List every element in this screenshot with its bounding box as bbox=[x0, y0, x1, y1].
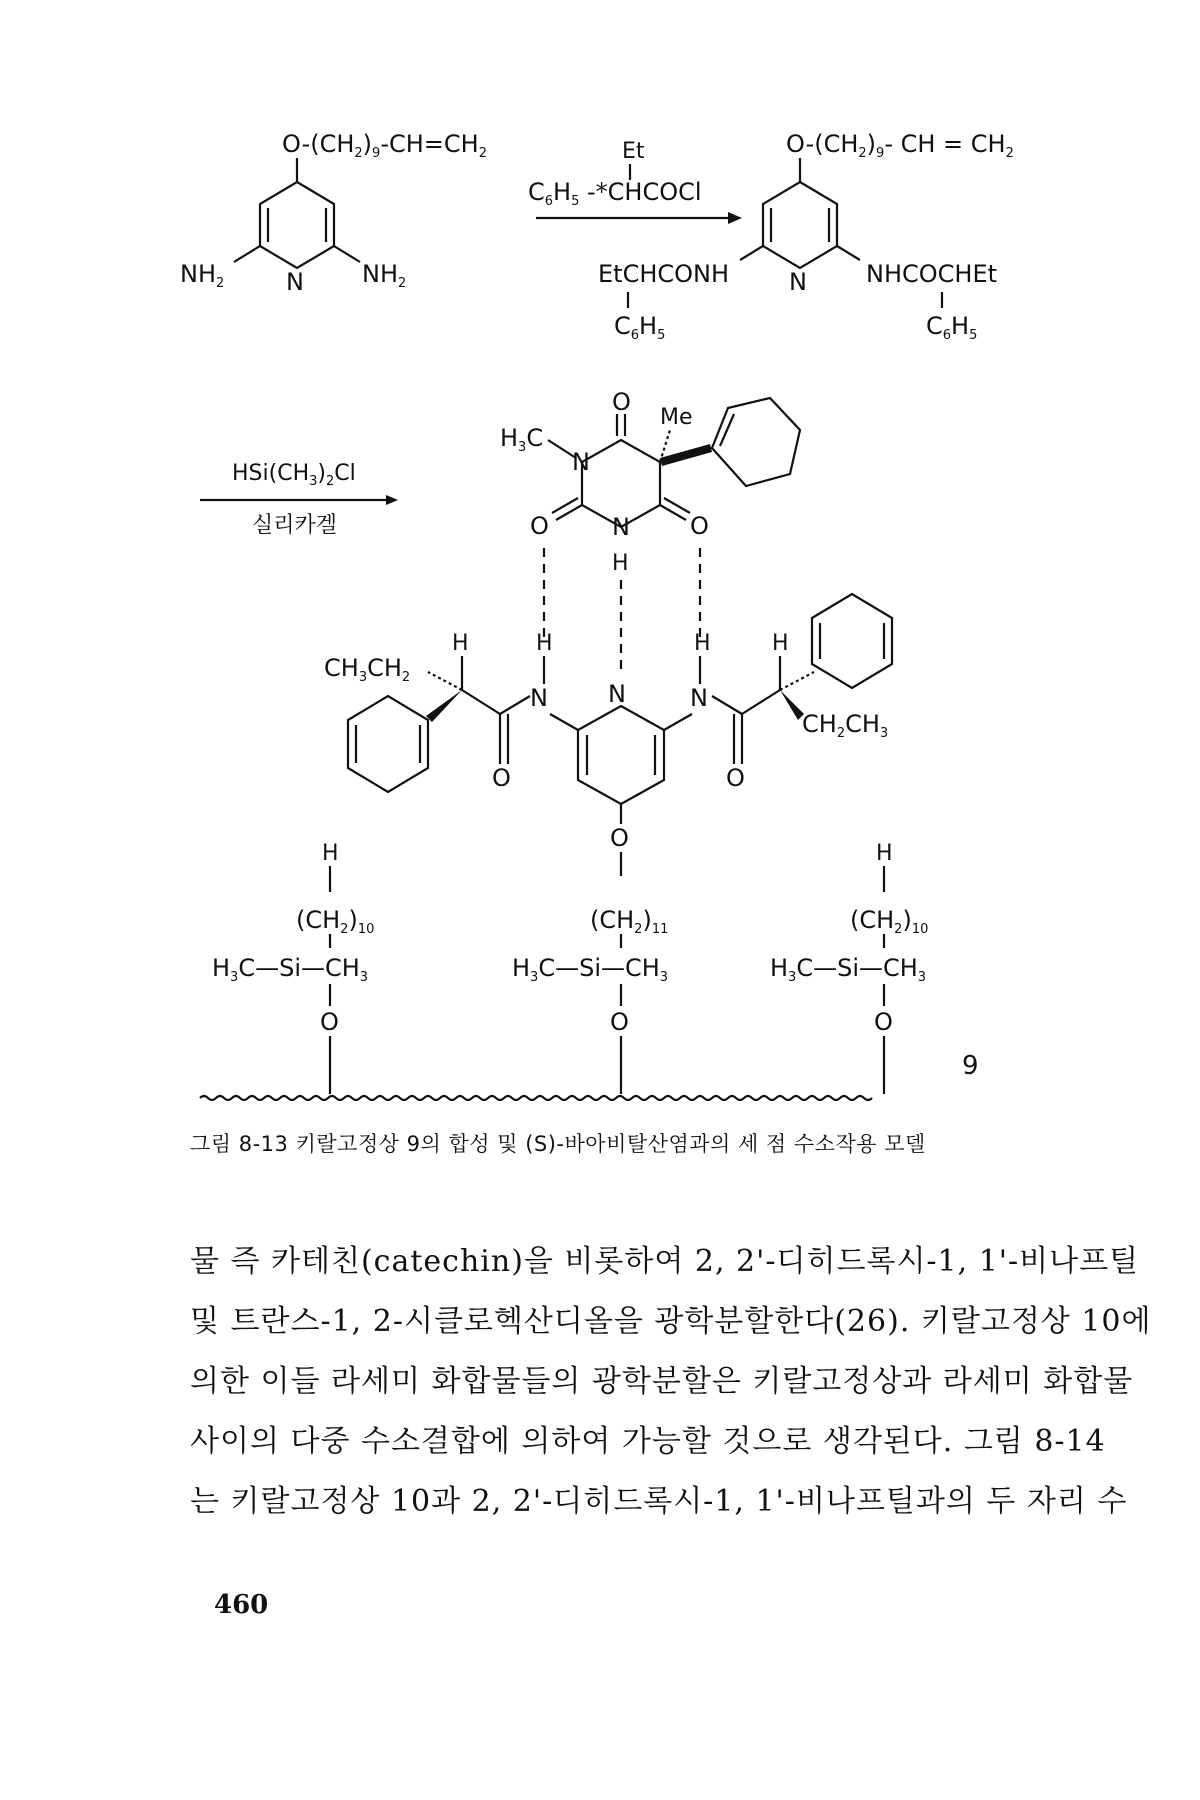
silane-middle bbox=[512, 906, 668, 1094]
start-right-amine: $NH_2$ bbox=[362, 260, 407, 291]
reagent1-formula: $C_6H_5$ -*CHCOCl bbox=[528, 178, 702, 209]
selector-left-phenyl-ring bbox=[348, 696, 428, 792]
selector-right-carbonyl-o: O bbox=[726, 764, 745, 792]
barbiturate-o-top: O bbox=[612, 388, 631, 416]
selector-ring-n: N bbox=[608, 680, 626, 708]
selector-left-ch: H bbox=[452, 631, 469, 656]
reagent2-bottom: 실리카겔 bbox=[252, 513, 338, 538]
selector-left-ethyl: $CH_3CH_2$ bbox=[324, 654, 411, 685]
body-line: 사이의 다중 수소결합에 의하여 가능할 것으로 생각된다. 그림 8-14 bbox=[190, 1424, 1106, 1459]
selector-ether-o: O bbox=[610, 824, 629, 852]
silane-middle-o: O bbox=[610, 1008, 629, 1036]
selector-right-nh: H bbox=[694, 631, 711, 656]
barbiturate-methyl: $H_3C$ bbox=[500, 424, 544, 455]
silane-right-o: O bbox=[874, 1008, 893, 1036]
silane-right-label: $H_3C—Si—CH_3$ bbox=[770, 954, 927, 985]
linker-right: $(CH_2)_{10}$ bbox=[850, 906, 929, 937]
linker-middle: $(CH_2)_{11}$ bbox=[590, 906, 669, 937]
product-right-amide: NHCOCHEt bbox=[866, 260, 998, 288]
barbiturate-nh: H bbox=[612, 551, 629, 576]
body-line: 물 즉 카테친(catechin)을 비롯하여 2, 2'-디히드록시-1, 1'-비나프틸 bbox=[190, 1244, 1140, 1279]
selector-right-ch: H bbox=[772, 631, 789, 656]
selector-left-carbonyl-o: O bbox=[492, 764, 511, 792]
body-paragraph bbox=[190, 1232, 1152, 1532]
barbiturate-me: Me bbox=[660, 405, 693, 430]
barbiturate-o-right: O bbox=[690, 512, 709, 540]
silane-left-label: $H_3C—Si—CH_3$ bbox=[212, 954, 369, 985]
selector-right-n: N bbox=[690, 684, 708, 712]
product-substituent-label: $O-(CH_2)_9-$ CH = $CH_2$ bbox=[786, 130, 1014, 161]
page-number: 460 bbox=[214, 1590, 269, 1620]
reagent2-top: $HSi(CH_3)_2Cl$ bbox=[232, 461, 356, 489]
barbiturate-guest bbox=[500, 388, 800, 576]
start-material bbox=[180, 130, 487, 296]
start-left-amine: $NH_2$ bbox=[180, 260, 225, 291]
barbiturate-o-left: O bbox=[530, 512, 549, 540]
product-diamide bbox=[598, 130, 1014, 343]
silane-right bbox=[770, 841, 928, 1094]
body-line: 는 키랄고정상 10과 2, 2'-디히드록시-1, 1'-비나프틸과의 두 자리 수 bbox=[190, 1484, 1128, 1519]
selector-left-nh: H bbox=[536, 631, 553, 656]
chiral-selector bbox=[324, 594, 892, 876]
silane-left-h: H bbox=[322, 841, 339, 866]
start-substituent-label: $O-(CH_2)_9-CH=CH_2$ bbox=[282, 130, 487, 161]
selector-right-phenyl-ring bbox=[812, 594, 892, 688]
silane-left bbox=[212, 841, 374, 1094]
body-line: 및 트란스-1, 2-시클로헥산디올을 광학분할한다(26). 키랄고정상 10에 bbox=[190, 1304, 1152, 1339]
product-right-phenyl: $C_6H_5$ bbox=[926, 312, 978, 343]
silane-middle-label: $H_3C—Si—CH_3$ bbox=[512, 954, 669, 985]
product-left-amide: EtCHCONH bbox=[598, 260, 730, 288]
linker-left: $(CH_2)_{10}$ bbox=[296, 906, 375, 937]
figure-caption: 그림 8-13 키랄고정상 9의 합성 및 (S)-바아비탈산염과의 세 점 수소작용 모델 bbox=[190, 1132, 926, 1156]
silane-right-h: H bbox=[876, 841, 893, 866]
reaction-arrow-1 bbox=[528, 139, 742, 224]
start-ring-n: N bbox=[286, 268, 304, 296]
barbiturate-n3: N bbox=[612, 513, 630, 541]
product-left-phenyl: $C_6H_5$ bbox=[614, 312, 666, 343]
silica-surface bbox=[200, 1096, 872, 1100]
compound-number: 9 bbox=[962, 1051, 979, 1081]
silane-left-o: O bbox=[320, 1008, 339, 1036]
product-ring-n: N bbox=[789, 268, 807, 296]
selector-left-n: N bbox=[530, 684, 548, 712]
reaction-arrow-2 bbox=[200, 461, 398, 538]
selector-right-ethyl: $CH_2CH_3$ bbox=[802, 710, 889, 741]
barbiturate-n1: N bbox=[572, 448, 590, 476]
body-line: 의한 이들 라세미 화합물들의 광학분할은 키랄고정상과 라세미 화합물 bbox=[190, 1364, 1134, 1399]
reagent1-top: Et bbox=[622, 139, 645, 164]
